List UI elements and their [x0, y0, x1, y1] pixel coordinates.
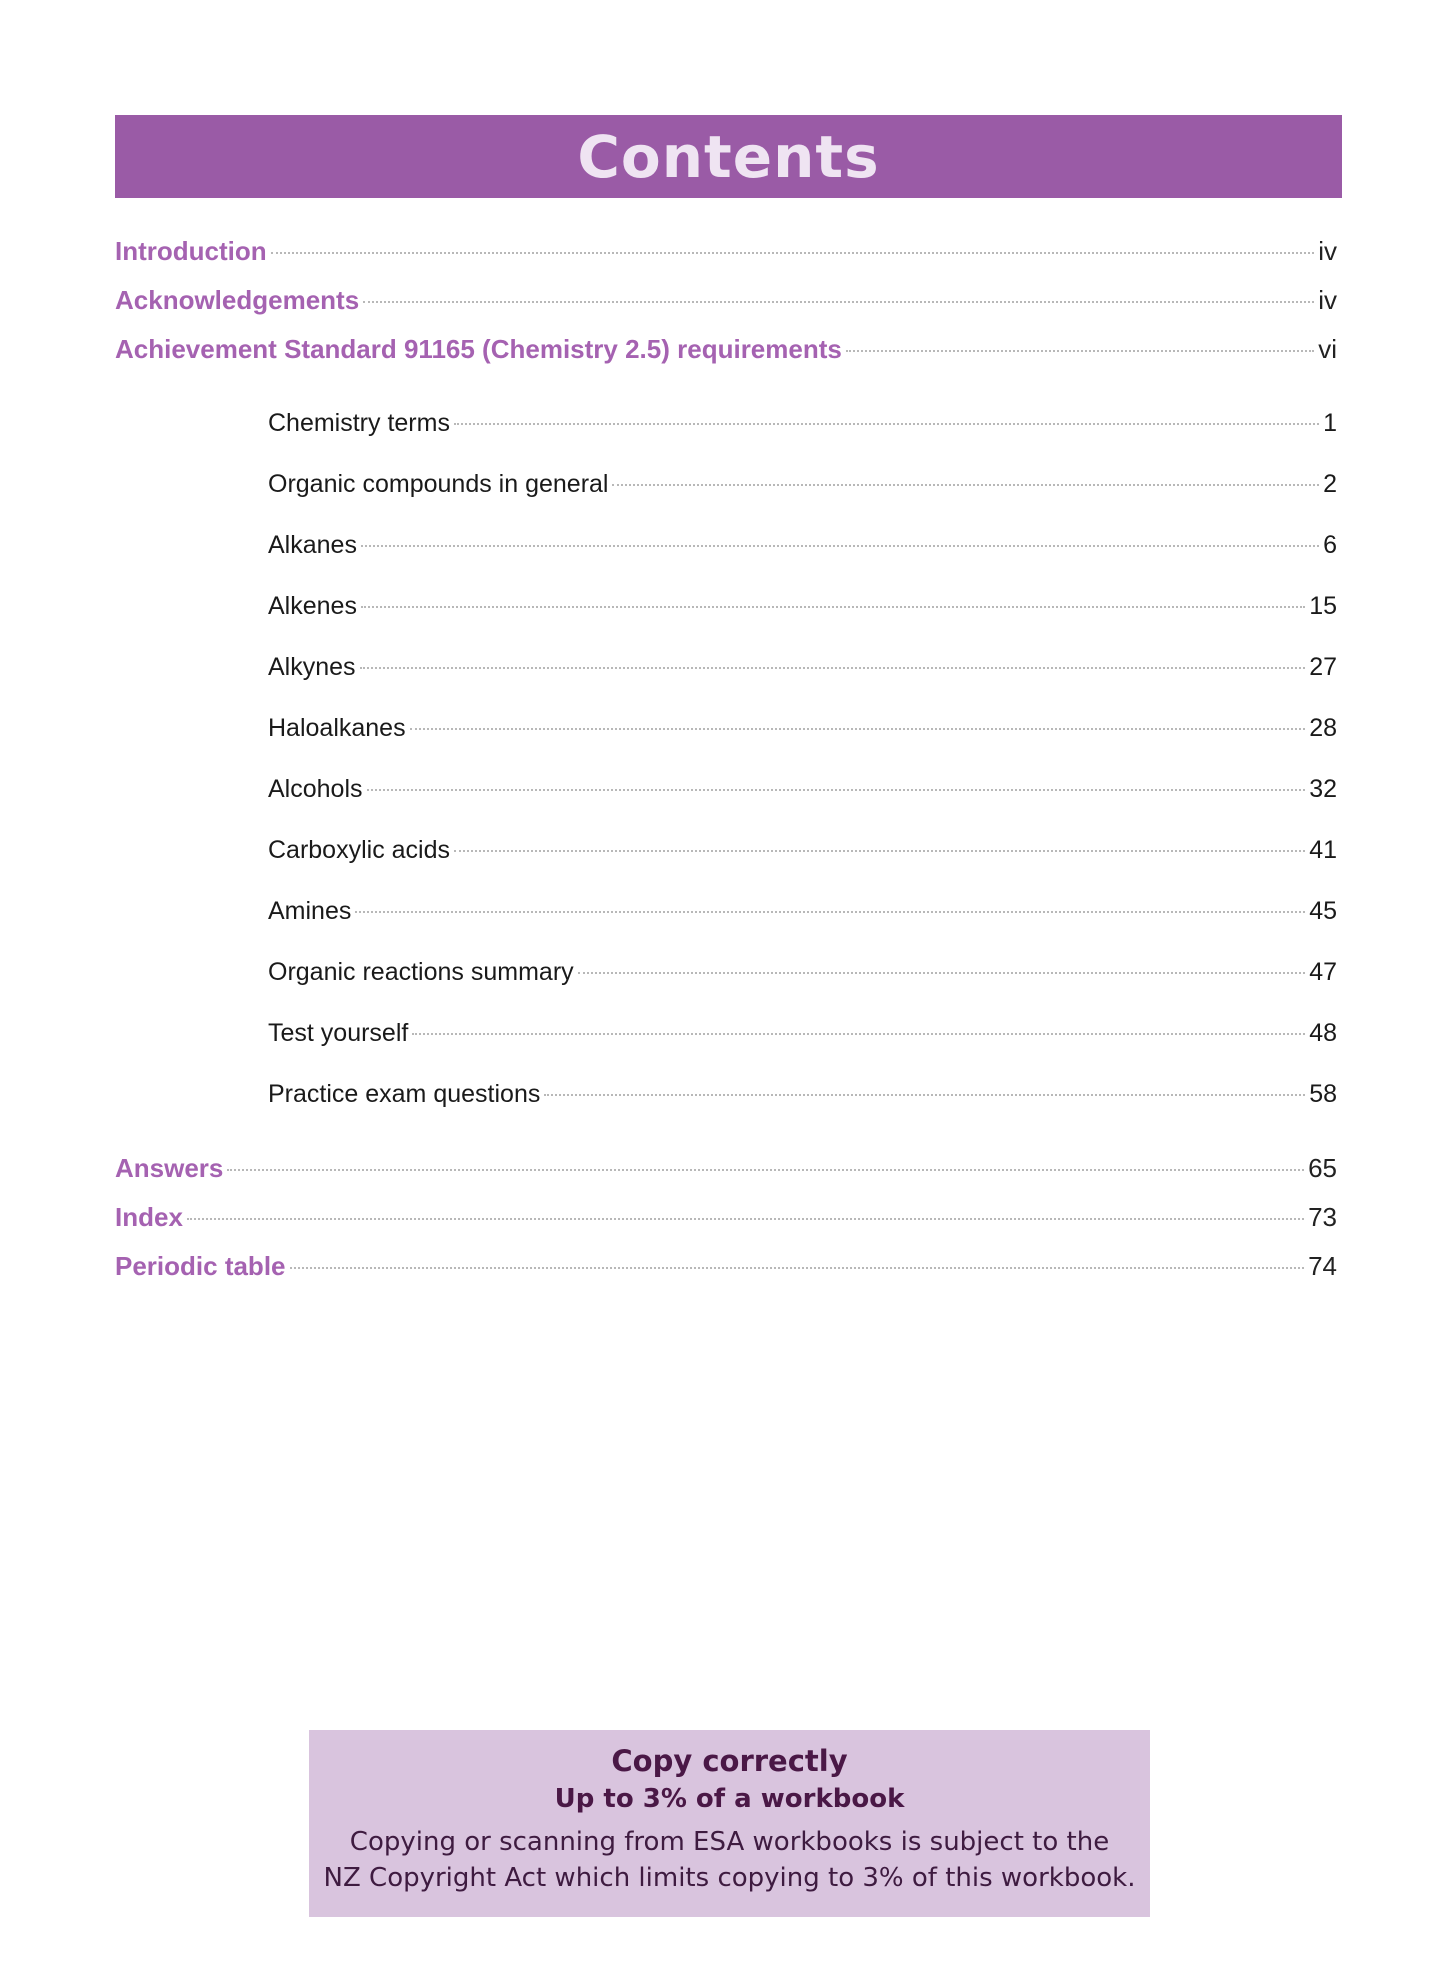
toc-entry-amines[interactable]: [268, 897, 1337, 958]
spacer: [115, 383, 1337, 409]
toc-entry-organic-compounds[interactable]: [268, 470, 1337, 531]
dot-leader: [544, 1094, 1305, 1096]
toc-entry-page: 15: [1309, 592, 1337, 620]
toc-entry-label: Test yourself: [268, 1019, 409, 1047]
notice-body-line: NZ Copyright Act which limits copying to 3% of this workbook.: [323, 1863, 1136, 1893]
notice-title: Copy correctly: [611, 1744, 848, 1778]
dot-leader: [361, 545, 1319, 547]
notice-body-line: Copying or scanning from ESA workbooks is subject to the: [349, 1827, 1110, 1857]
toc-entry-alkanes[interactable]: [268, 531, 1337, 592]
dot-leader: [454, 850, 1305, 852]
toc-entry-page: 41: [1309, 836, 1337, 864]
toc-entry-introduction[interactable]: [115, 236, 1337, 285]
toc-entry-label: Organic compounds in general: [268, 470, 609, 498]
toc-entry-label: Achievement Standard 91165 (Chemistry 2.5) requirements: [115, 334, 842, 364]
page-title: Contents: [577, 122, 880, 191]
toc-entry-page: 74: [1308, 1251, 1337, 1281]
dot-leader: [412, 1033, 1305, 1035]
toc-entry-carboxylic-acids[interactable]: [268, 836, 1337, 897]
toc-entry-test-yourself[interactable]: [268, 1019, 1337, 1080]
dot-leader: [578, 972, 1306, 974]
table-of-contents: [115, 236, 1337, 1300]
toc-entry-haloalkanes[interactable]: [268, 714, 1337, 775]
toc-entry-page: 45: [1309, 897, 1337, 925]
toc-entry-achievement-standard[interactable]: [115, 334, 1337, 383]
toc-entry-page: 1: [1323, 409, 1337, 437]
toc-entry-page: 6: [1323, 531, 1337, 559]
spacer: [115, 1141, 1337, 1153]
dot-leader: [367, 789, 1306, 791]
dot-leader: [271, 252, 1315, 254]
notice-body: [309, 1824, 1150, 1896]
toc-entry-label: Practice exam questions: [268, 1080, 541, 1108]
toc-entry-periodic-table[interactable]: [115, 1251, 1337, 1300]
toc-entry-page: 73: [1308, 1202, 1337, 1232]
toc-entry-label: Amines: [268, 897, 352, 925]
contents-banner: [115, 115, 1342, 198]
toc-entry-page: 65: [1308, 1153, 1337, 1183]
toc-entry-page: 27: [1309, 653, 1337, 681]
toc-entry-label: Carboxylic acids: [268, 836, 451, 864]
dot-leader: [454, 423, 1319, 425]
dot-leader: [355, 911, 1305, 913]
copyright-notice: [309, 1730, 1150, 1917]
dot-leader: [410, 728, 1306, 730]
dot-leader: [846, 350, 1314, 352]
toc-entry-page: iv: [1318, 285, 1337, 315]
dot-leader: [363, 301, 1314, 303]
toc-entry-label: Acknowledgements: [115, 285, 360, 315]
toc-entry-page: vi: [1318, 334, 1337, 364]
notice-subtitle: Up to 3% of a workbook: [554, 1784, 905, 1814]
toc-entry-page: 47: [1309, 958, 1337, 986]
dot-leader: [290, 1267, 1305, 1269]
toc-entry-label: Organic reactions summary: [268, 958, 574, 986]
toc-entry-label: Alkynes: [268, 653, 356, 681]
toc-entry-index[interactable]: [115, 1202, 1337, 1251]
dot-leader: [227, 1169, 1304, 1171]
toc-entry-answers[interactable]: [115, 1153, 1337, 1202]
toc-entry-label: Introduction: [115, 236, 267, 266]
toc-entry-label: Answers: [115, 1153, 224, 1183]
toc-entry-page: 48: [1309, 1019, 1337, 1047]
toc-entry-page: 28: [1309, 714, 1337, 742]
toc-entry-page: 58: [1309, 1080, 1337, 1108]
dot-leader: [361, 606, 1305, 608]
toc-entry-label: Alkanes: [268, 531, 357, 559]
toc-entry-page: 32: [1309, 775, 1337, 803]
toc-entry-label: Chemistry terms: [268, 409, 450, 437]
toc-entry-alcohols[interactable]: [268, 775, 1337, 836]
toc-entry-label: Alcohols: [268, 775, 363, 803]
toc-entry-page: 2: [1323, 470, 1337, 498]
toc-entry-label: Alkenes: [268, 592, 357, 620]
toc-entry-label: Periodic table: [115, 1251, 286, 1281]
dot-leader: [360, 667, 1306, 669]
toc-entry-alkynes[interactable]: [268, 653, 1337, 714]
toc-entry-chemistry-terms[interactable]: [268, 409, 1337, 470]
toc-entry-label: Index: [115, 1202, 183, 1232]
toc-entry-page: iv: [1318, 236, 1337, 266]
toc-entry-acknowledgements[interactable]: [115, 285, 1337, 334]
toc-entry-label: Haloalkanes: [268, 714, 406, 742]
toc-entry-organic-reactions-summary[interactable]: [268, 958, 1337, 1019]
dot-leader: [187, 1218, 1304, 1220]
toc-entry-practice-exam-questions[interactable]: [268, 1080, 1337, 1141]
toc-entry-alkenes[interactable]: [268, 592, 1337, 653]
dot-leader: [612, 484, 1319, 486]
